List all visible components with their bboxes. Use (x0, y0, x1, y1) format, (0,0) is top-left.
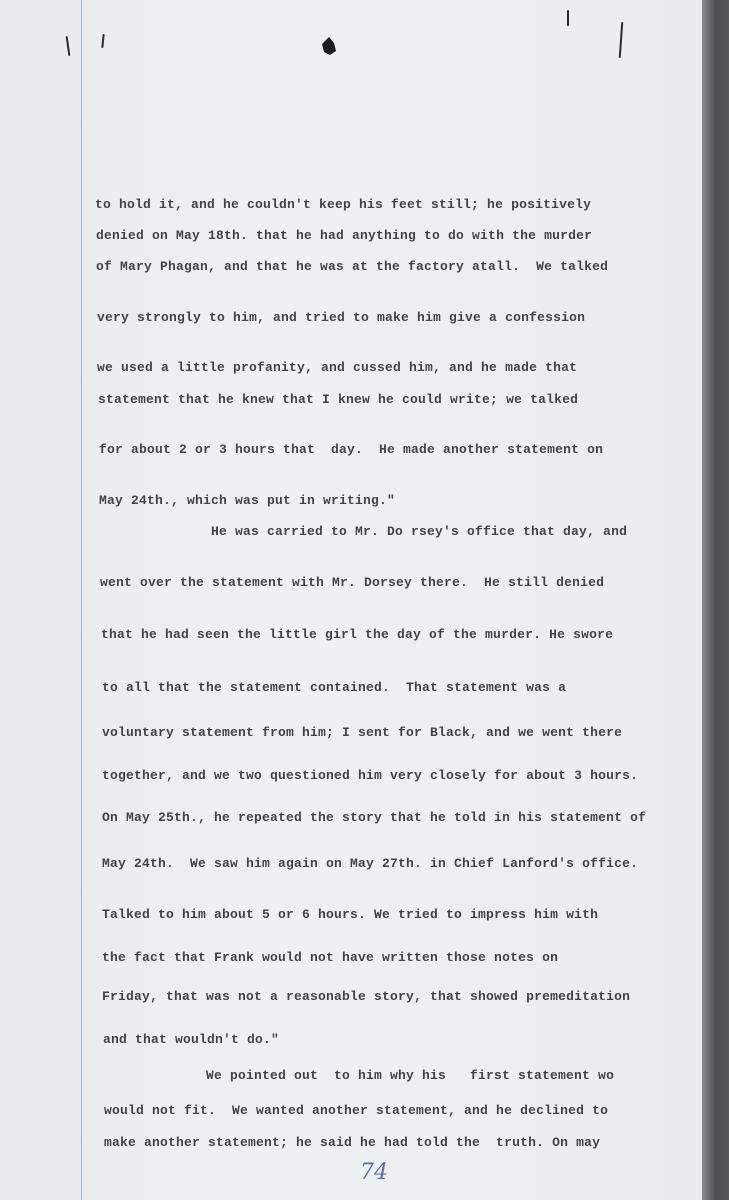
text-line: we used a little profanity, and cussed him, and he made that (97, 360, 578, 375)
text-line: We pointed out to him why his first statement wo (206, 1068, 615, 1083)
text-line: May 24th. We saw him again on May 27th. in Chief Lanford's office. (102, 856, 639, 871)
text-line: would not fit. We wanted another statement, and he declined to (104, 1103, 609, 1118)
margin-rule (81, 0, 82, 1200)
text-line: denied on May 18th. that he had anything to do with the murder (96, 228, 593, 243)
text-line: that he had seen the little girl the day of the murder. He swore (101, 627, 614, 642)
text-line: of Mary Phagan, and that he was at the factory atall. We talked (96, 259, 609, 274)
text-line: Friday, that was not a reasonable story, that showed premeditation (102, 989, 631, 1004)
text-line: together, and we two questioned him very closely for about 3 hours. (102, 768, 639, 783)
text-line: He was carried to Mr. Do rsey's office that day, and (211, 524, 628, 539)
text-line: voluntary statement from him; I sent for Black, and we went there (102, 725, 623, 740)
text-line: to hold it, and he couldn't keep his feet still; he positively (95, 197, 592, 212)
text-line: statement that he knew that I knew he could write; we talked (98, 392, 579, 407)
paper-mark (567, 10, 569, 26)
text-line: went over the statement with Mr. Dorsey there. He still denied (100, 575, 605, 590)
text-line: to all that the statement contained. That statement was a (102, 680, 567, 695)
text-line: for about 2 or 3 hours that day. He made another statement on (99, 442, 604, 457)
text-line: On May 25th., he repeated the story that he told in his statement of (102, 810, 647, 825)
text-line: make another statement; he said he had told the truth. On may (104, 1135, 601, 1150)
text-line: very strongly to him, and tried to make him give a confession (97, 310, 586, 325)
text-line: and that wouldn't do." (103, 1032, 280, 1047)
text-line: the fact that Frank would not have written those notes on (102, 950, 559, 965)
page-edge-shadow (702, 0, 729, 1200)
punch-hole-icon (322, 37, 336, 55)
page-number: 74 (360, 1160, 388, 1185)
text-line: Talked to him about 5 or 6 hours. We tried to impress him with (102, 907, 599, 922)
text-line: May 24th., which was put in writing." (99, 493, 396, 508)
